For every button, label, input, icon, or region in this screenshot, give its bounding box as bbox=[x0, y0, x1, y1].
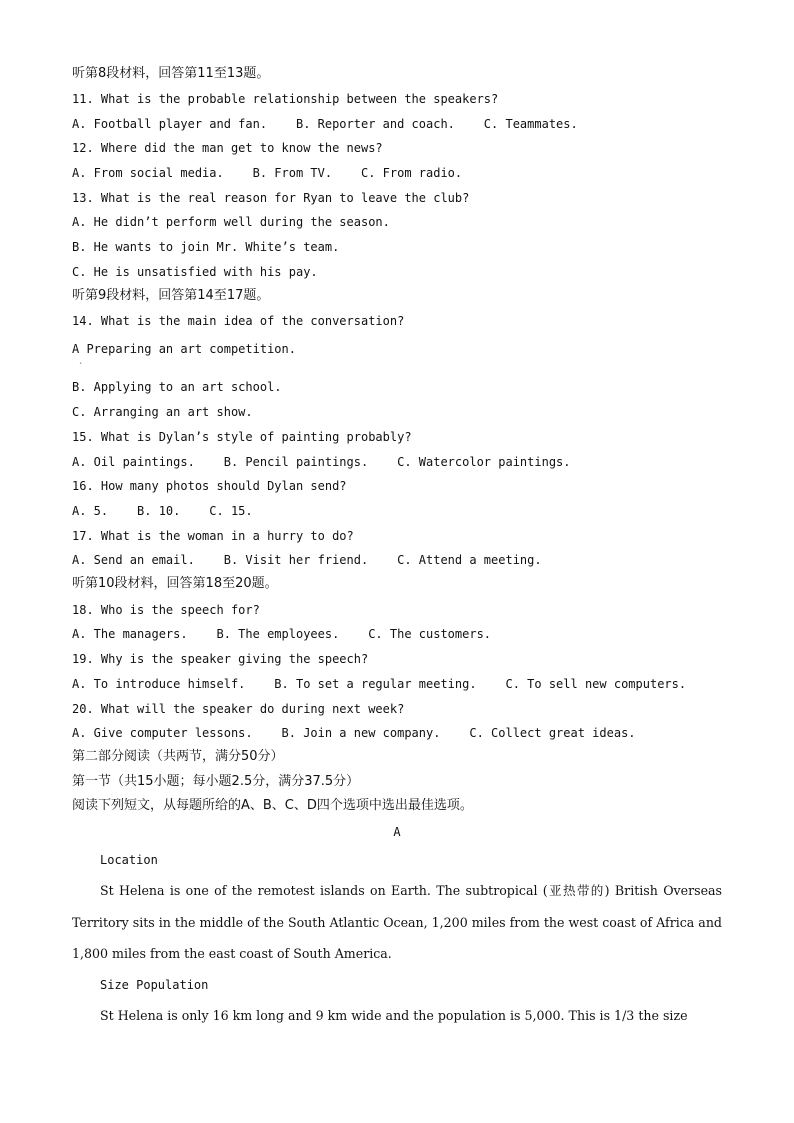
option-14a: A Preparing an art competition. bbox=[72, 342, 296, 356]
section-instruction-9: 听第9段材料，回答第14至17题。 bbox=[72, 288, 270, 303]
options-15: A. Oil paintings. B. Pencil paintings. C. Watercolor paintings. bbox=[72, 455, 571, 469]
passage-letter: A bbox=[393, 825, 401, 839]
passage-paragraph-location: St Helena is one of the remotest islands on Earth. The subtropical (亚热带的) British Overseas Territory sits in the middle of the South Atlantic Ocean, 1,200 miles from the west coast of Africa and 1,800 miles from the east coast of South America. bbox=[72, 883, 722, 961]
options-12: A. From social media. B. From TV. C. From radio. bbox=[72, 166, 463, 180]
option-13b: B. He wants to join Mr. White’s team. bbox=[72, 240, 340, 254]
options-11: A. Football player and fan. B. Reporter and coach. C. Teammates. bbox=[72, 117, 578, 131]
passage-paragraph-size: St Helena is only 16 km long and 9 km wide and the population is 5,000. This is 1/3 the size bbox=[100, 1008, 688, 1023]
question-17: 17. What is the woman in a hurry to do? bbox=[72, 529, 354, 543]
option-13c: C. He is unsatisfied with his pay. bbox=[72, 265, 318, 279]
question-11: 11. What is the probable relationship between the speakers? bbox=[72, 92, 499, 106]
part-two-heading: 第二部分阅读（共两节，满分50分） bbox=[72, 749, 284, 764]
reading-instruction: 阅读下列短文，从每题所给的A、B、C、D四个选项中选出最佳选项。 bbox=[72, 798, 473, 813]
option-14b: B. Applying to an art school. bbox=[72, 380, 282, 394]
section-one-heading: 第一节（共15小题；每小题2.5分，满分37.5分） bbox=[72, 774, 360, 789]
options-19: A. To introduce himself. B. To set a regular meeting. C. To sell new computers. bbox=[72, 677, 687, 691]
passage-heading-size: Size Population bbox=[100, 978, 209, 992]
options-18: A. The managers. B. The employees. C. The customers. bbox=[72, 627, 492, 641]
options-16: A. 5. B. 10. C. 15. bbox=[72, 504, 253, 518]
stray-mark: ˋ bbox=[79, 362, 83, 371]
option-14c: C. Arranging an art show. bbox=[72, 405, 253, 419]
option-13a: A. He didn’t perform well during the season. bbox=[72, 215, 390, 229]
question-19: 19. Why is the speaker giving the speech? bbox=[72, 652, 369, 666]
passage-heading-location: Location bbox=[100, 853, 158, 867]
options-20: A. Give computer lessons. B. Join a new company. C. Collect great ideas. bbox=[72, 726, 636, 740]
question-18: 18. Who is the speech for? bbox=[72, 603, 260, 617]
section-instruction-8: 听第8段材料，回答第11至13题。 bbox=[72, 66, 270, 81]
question-14: 14. What is the main idea of the conversation? bbox=[72, 314, 405, 328]
question-13: 13. What is the real reason for Ryan to leave the club? bbox=[72, 191, 470, 205]
options-17: A. Send an email. B. Visit her friend. C. Attend a meeting. bbox=[72, 553, 542, 567]
question-12: 12. Where did the man get to know the news? bbox=[72, 141, 383, 155]
question-15: 15. What is Dylan’s style of painting probably? bbox=[72, 430, 412, 444]
question-16: 16. How many photos should Dylan send? bbox=[72, 479, 347, 493]
question-20: 20. What will the speaker do during next week? bbox=[72, 702, 405, 716]
section-instruction-10: 听第10段材料，回答第18至20题。 bbox=[72, 576, 278, 591]
